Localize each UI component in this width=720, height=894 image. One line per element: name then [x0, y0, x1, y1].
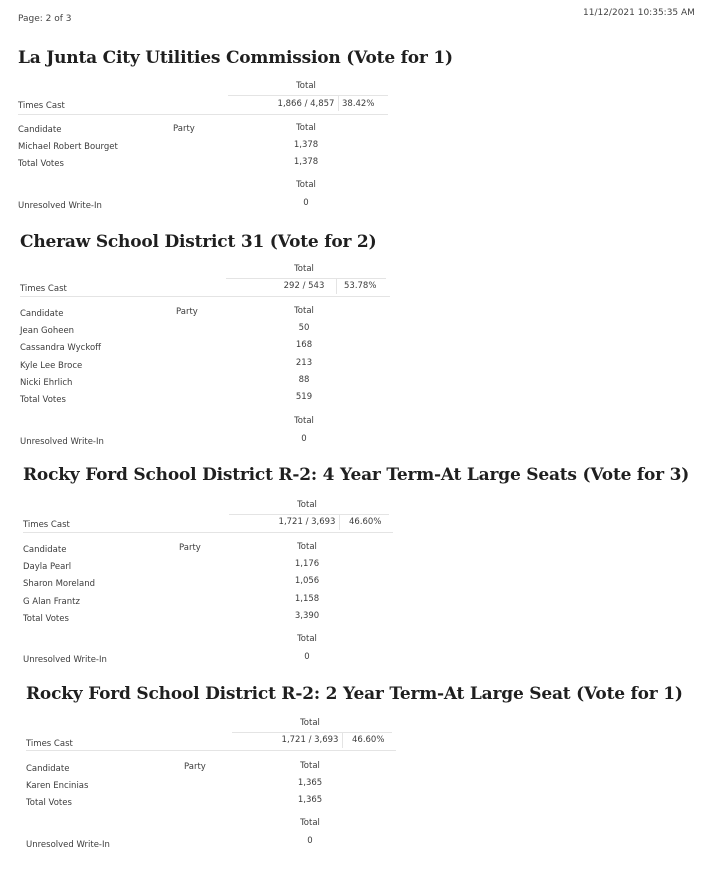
column-divider	[339, 514, 340, 530]
turnout-percent: 46.60%	[349, 517, 382, 527]
writein-column-header: Total	[297, 634, 317, 644]
times-cast-label: Times Cast	[26, 739, 73, 749]
candidate-name: Michael Robert Bourget	[18, 142, 118, 152]
page-number: Page: 2 of 3	[18, 14, 72, 24]
contest-section	[20, 232, 720, 447]
total-votes-value: 1,365	[297, 795, 323, 805]
candidate-name: Jean Goheen	[20, 326, 75, 336]
total-column-header: Total	[296, 81, 316, 91]
total-votes-value: 3,390	[294, 611, 320, 621]
total-votes-label: Total Votes	[23, 614, 69, 624]
turnout-percent: 46.60%	[352, 735, 385, 745]
row-divider	[228, 95, 388, 96]
party-column-header: Party	[184, 762, 206, 772]
candidate-name: Nicki Ehrlich	[20, 378, 73, 388]
candidate-name: Kyle Lee Broce	[20, 361, 83, 371]
candidate-votes: 1,158	[294, 594, 320, 604]
contest-title: Rocky Ford School District R-2: 2 Year Term-At Large Seat (Vote for 1)	[26, 684, 683, 704]
total-column-header: Total	[297, 500, 317, 510]
row-divider	[26, 750, 396, 751]
column-divider	[342, 732, 343, 748]
times-cast-label: Times Cast	[20, 284, 67, 294]
candidate-votes: 50	[298, 323, 310, 333]
total-votes-label: Total Votes	[20, 395, 66, 405]
total-votes-value: 519	[295, 392, 313, 402]
candidate-name: Sharon Moreland	[23, 579, 96, 589]
candidate-votes: 88	[298, 375, 310, 385]
contest-title: La Junta City Utilities Commission (Vote for 1)	[18, 48, 453, 68]
writein-column-header: Total	[296, 180, 316, 190]
total-column-header: Total	[294, 264, 314, 274]
candidate-name: G Alan Frantz	[23, 597, 80, 607]
candidate-votes: 1,176	[294, 559, 320, 569]
column-divider	[336, 278, 337, 294]
votes-column-header: Total	[296, 123, 316, 133]
writein-label: Unresolved Write-In	[20, 437, 104, 447]
writein-column-header: Total	[294, 416, 314, 426]
contest-title: Cheraw School District 31 (Vote for 2)	[20, 232, 377, 252]
writein-label: Unresolved Write-In	[26, 840, 110, 850]
candidate-votes: 213	[295, 358, 313, 368]
candidate-name: Karen Encinias	[26, 781, 89, 791]
writein-column-header: Total	[300, 818, 320, 828]
candidate-column-header: Candidate	[23, 545, 67, 555]
total-votes-label: Total Votes	[26, 798, 72, 808]
contest-section	[18, 48, 718, 258]
times-cast-label: Times Cast	[18, 101, 65, 111]
times-cast-value: 292 / 543	[283, 281, 325, 291]
row-divider	[23, 532, 393, 533]
row-divider	[20, 296, 390, 297]
candidate-name: Dayla Pearl	[23, 562, 72, 572]
row-divider	[232, 732, 392, 733]
report-timestamp: 11/12/2021 10:35:35 AM	[583, 8, 695, 18]
votes-column-header: Total	[300, 761, 320, 771]
candidate-column-header: Candidate	[18, 125, 62, 135]
party-column-header: Party	[176, 307, 198, 317]
writein-value: 0	[303, 198, 309, 208]
writein-value: 0	[301, 434, 307, 444]
candidate-column-header: Candidate	[26, 764, 70, 774]
turnout-percent: 53.78%	[344, 281, 377, 291]
votes-column-header: Total	[294, 306, 314, 316]
row-divider	[226, 278, 386, 279]
party-column-header: Party	[179, 543, 201, 553]
writein-value: 0	[307, 836, 313, 846]
candidate-name: Cassandra Wyckoff	[20, 343, 102, 353]
times-cast-label: Times Cast	[23, 520, 70, 530]
total-votes-label: Total Votes	[18, 159, 64, 169]
party-column-header: Party	[173, 124, 195, 134]
total-column-header: Total	[300, 718, 320, 728]
candidate-column-header: Candidate	[20, 309, 64, 319]
times-cast-value: 1,721 / 3,693	[278, 517, 336, 527]
candidate-votes: 1,378	[293, 140, 319, 150]
writein-value: 0	[304, 652, 310, 662]
row-divider	[18, 114, 388, 115]
contest-section	[26, 684, 720, 894]
writein-label: Unresolved Write-In	[23, 655, 107, 665]
writein-label: Unresolved Write-In	[18, 201, 102, 211]
column-divider	[338, 95, 339, 111]
row-divider	[229, 514, 389, 515]
candidate-votes: 1,365	[297, 778, 323, 788]
turnout-percent: 38.42%	[342, 99, 375, 109]
times-cast-value: 1,721 / 3,693	[281, 735, 339, 745]
times-cast-value: 1,866 / 4,857	[277, 99, 335, 109]
votes-column-header: Total	[297, 542, 317, 552]
contest-section	[23, 465, 720, 675]
candidate-votes: 168	[295, 340, 313, 350]
candidate-votes: 1,056	[294, 576, 320, 586]
total-votes-value: 1,378	[293, 157, 319, 167]
contest-title: Rocky Ford School District R-2: 4 Year Term-At Large Seats (Vote for 3)	[23, 465, 690, 485]
